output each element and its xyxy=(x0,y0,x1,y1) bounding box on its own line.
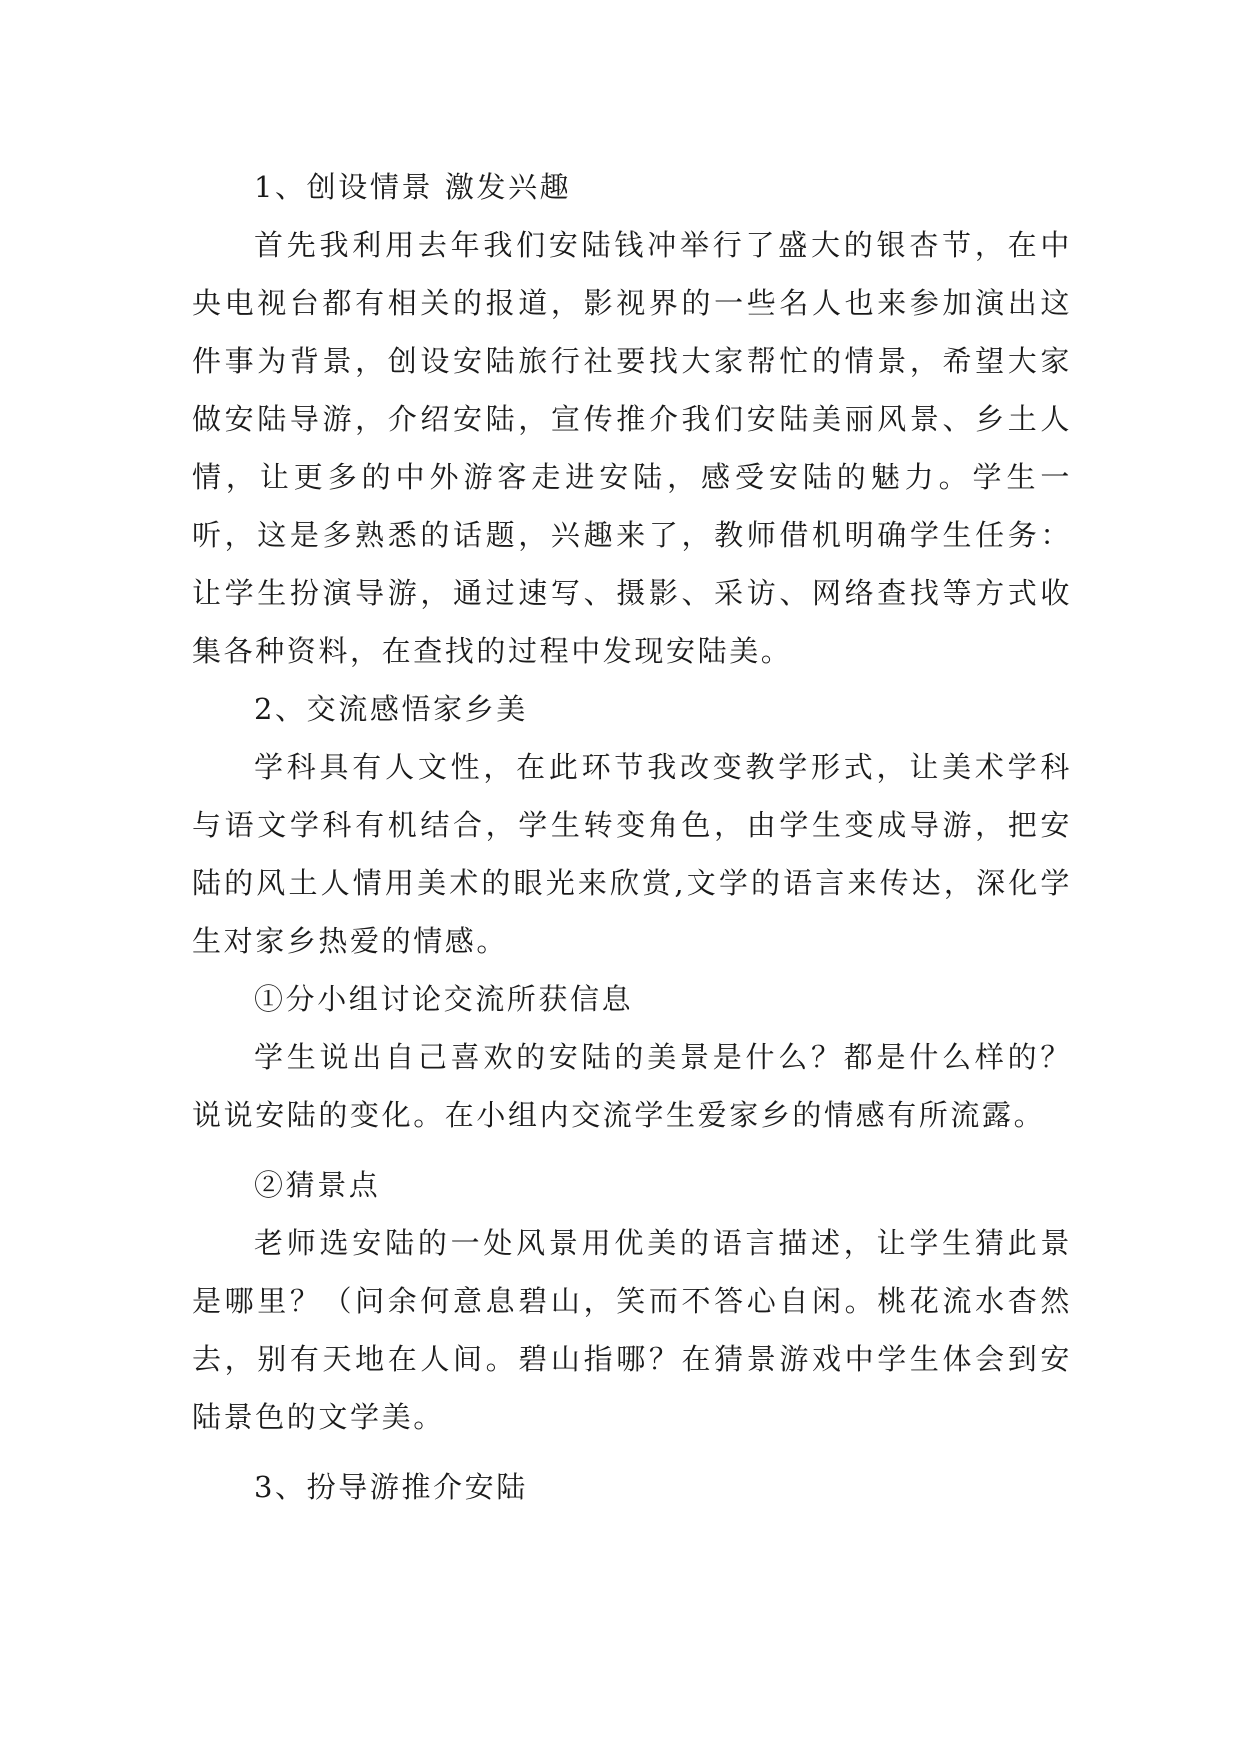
document-body xyxy=(192,158,1072,1516)
body-paragraph-2: 学科具有人文性，在此环节我改变教学形式，让美术学科与语文学科有机结合，学生转变角色，由学生变成导游，把安陆的风土人情用美术的眼光来欣赏,文学的语言来传达，深化学生对家乡热爱的情感。 xyxy=(192,750,1072,958)
body-paragraph-3: 学生说出自己喜欢的安陆的美景是什么？都是什么样的？说说安陆的变化。在小组内交流学生爱家乡的情感有所流露。 xyxy=(192,1040,1072,1132)
subsection-heading-2: ②猜景点 xyxy=(254,1168,381,1202)
section-heading-3: 3、扮导游推介安陆 xyxy=(254,1470,528,1504)
section-heading-2: 2、交流感悟家乡美 xyxy=(254,692,528,726)
section-heading-1: 1、创设情景 激发兴趣 xyxy=(254,170,572,204)
body-paragraph-4: 老师选安陆的一处风景用优美的语言描述，让学生猜此景是哪里？（问余何意息碧山，笑而不答心自闲。桃花流水杳然去，别有天地在人间。碧山指哪？在猜景游戏中学生体会到安陆景色的文学美。 xyxy=(192,1226,1072,1434)
body-paragraph-1: 首先我利用去年我们安陆钱冲举行了盛大的银杏节，在中央电视台都有相关的报道，影视界的一些名人也来参加演出这件事为背景，创设安陆旅行社要找大家帮忙的情景，希望大家做安陆导游，介绍安陆，宣传推介我们安陆美丽风景、乡土人情，让更多的中外游客走进安陆，感受安陆的魅力。学生一听，这是多熟悉的话题，兴趣来了，教师借机明确学生任务：让学生扮演导游，通过速写、摄影、采访、网络查找等方式收集各种资料，在查找的过程中发现安陆美。 xyxy=(192,228,1072,668)
subsection-heading-1: ①分小组讨论交流所获信息 xyxy=(254,982,634,1016)
